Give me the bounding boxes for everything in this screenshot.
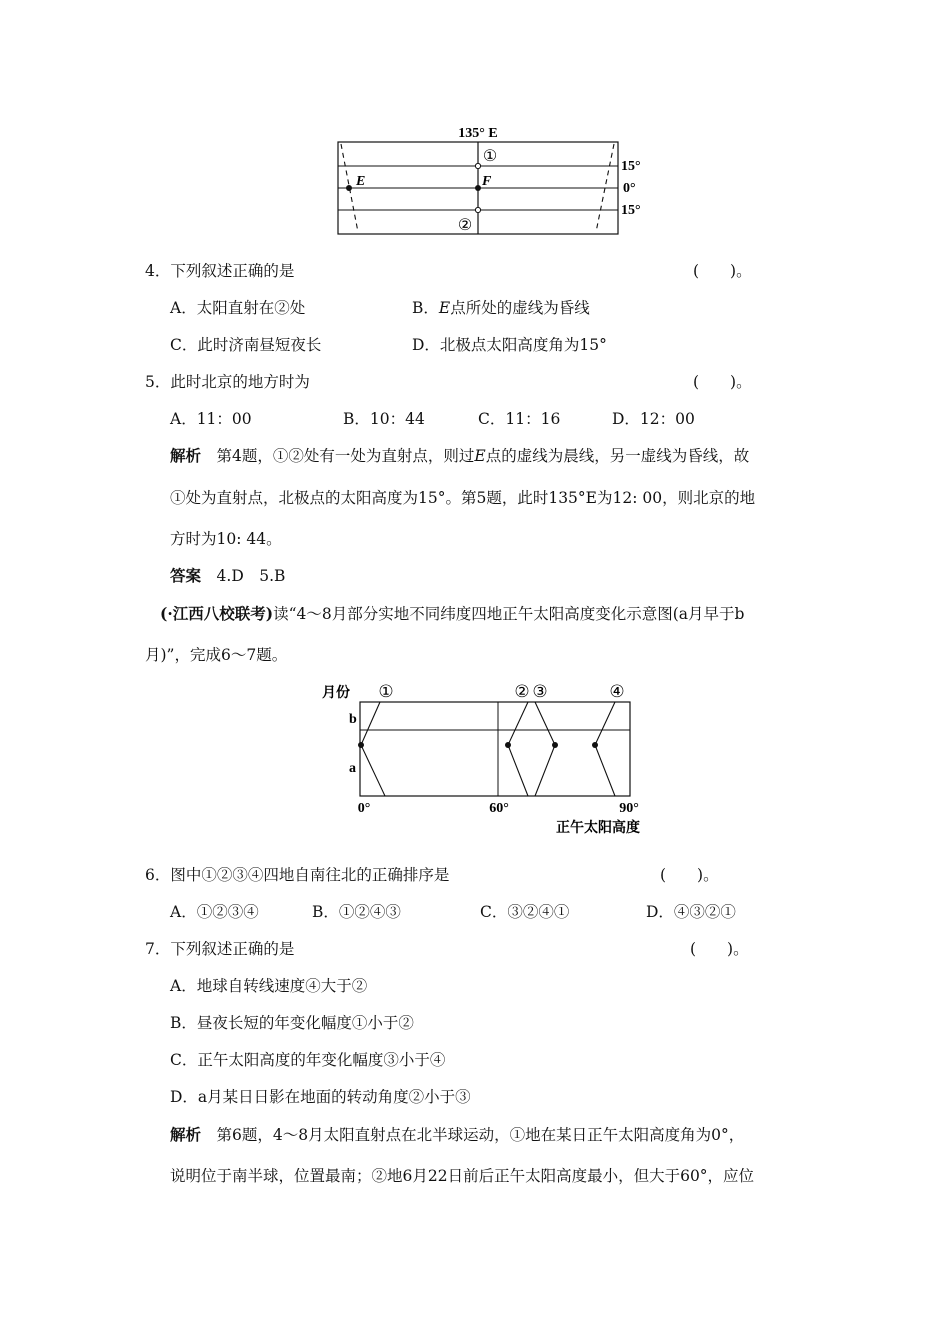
- point-1-marker: [475, 163, 480, 168]
- q6-option-b: B．①②④③: [312, 903, 401, 921]
- x-tick-90: 90°: [619, 801, 639, 816]
- lat-0-label: 0°: [623, 181, 636, 196]
- month-b-label: b: [349, 712, 357, 727]
- q7-option-d: D．a月某日日影在地面的转动角度②小于③: [170, 1088, 471, 1106]
- q4-option-d: D．北极点太阳高度角为15°: [412, 336, 607, 354]
- curve-1-point: [358, 742, 364, 748]
- meridian-label: 135° E: [458, 126, 498, 141]
- diagram-frame: [360, 702, 630, 796]
- q5-stem: 5．此时北京的地方时为: [145, 373, 310, 391]
- answer-1: 答案 4.D 5.B: [170, 566, 286, 585]
- q6-option-c: C．③②④①: [480, 903, 570, 921]
- q7-option-a: A．地球自转线速度④大于②: [170, 977, 368, 995]
- point-e-label: E: [356, 174, 366, 189]
- q5-option-c: C．11：16: [478, 410, 561, 428]
- noon-sun-altitude-diagram: [318, 678, 668, 840]
- curve-2-point: [505, 742, 511, 748]
- q4-bracket: ( )。: [693, 262, 752, 280]
- q5-option-a: A．11：00: [170, 410, 252, 428]
- curve-3: [535, 702, 555, 796]
- analysis-1-line-2: ①处为直射点，北极点的太阳高度为15°。第5题，此时135°E为12: 00，则北京的地: [170, 489, 756, 507]
- circle-4-label: ④: [609, 682, 625, 701]
- analysis-1-line-3: 方时为10: 44。: [170, 530, 282, 548]
- lat-15s-label: 15°: [621, 203, 641, 218]
- point-2-marker: [475, 207, 480, 212]
- circle-1-label: ①: [482, 148, 498, 165]
- q4-option-b: B．E点所处的虚线为昏线: [412, 299, 590, 317]
- q6-option-d: D．④③②①: [646, 903, 736, 921]
- curve-4-point: [592, 742, 598, 748]
- circle-1-label: ①: [378, 682, 394, 701]
- q6-bracket: ( )。: [660, 866, 719, 884]
- x-tick-60: 60°: [489, 801, 509, 816]
- intro-line-2: 月)”，完成6～7题。: [145, 646, 288, 664]
- q5-option-b: B．10：44: [343, 410, 425, 428]
- terminator-diagram: [330, 118, 650, 240]
- circle-2-label: ②: [457, 217, 473, 234]
- curve-4: [595, 702, 615, 796]
- circle-2-label: ②: [514, 682, 530, 701]
- lat-15n-label: 15°: [621, 159, 641, 174]
- month-a-label: a: [349, 761, 356, 776]
- analysis-2-line-2: 说明位于南半球，位置最南；②地6月22日前后正午太阳高度最小，但大于60°，应位: [170, 1167, 755, 1185]
- q7-option-c: C．正午太阳高度的年变化幅度③小于④: [170, 1051, 446, 1069]
- q7-option-b: B．昼夜长短的年变化幅度①小于②: [170, 1014, 414, 1032]
- q4-stem: 4．下列叙述正确的是: [145, 262, 295, 280]
- analysis-1-line-1: 解析 第4题，①②处有一处为直射点，则过E点的虚线为晨线，另一虚线为昏线，故: [170, 446, 750, 465]
- q4-option-a: A．太阳直射在②处: [170, 299, 306, 317]
- q7-bracket: ( )。: [690, 940, 749, 958]
- curve-3-point: [552, 742, 558, 748]
- q5-bracket: ( )。: [693, 373, 752, 391]
- q4-option-c: C．此时济南昼短夜长: [170, 336, 322, 354]
- point-e: [346, 185, 352, 191]
- curve-2: [508, 702, 528, 796]
- curve-1: [361, 702, 385, 796]
- intro-line-1: (·江西八校联考)读“4～8月部分实地不同纬度四地正午太阳高度变化示意图(a月早于b: [160, 604, 745, 623]
- q5-option-d: D．12：00: [612, 410, 695, 428]
- x-axis-label: 正午太阳高度: [556, 821, 640, 836]
- circle-3-label: ③: [532, 682, 548, 701]
- x-tick-0: 0°: [357, 801, 371, 816]
- analysis-2-line-1: 解析 第6题，4～8月太阳直射点在北半球运动，①地在某日正午太阳高度角为0°，: [170, 1125, 745, 1144]
- q6-stem: 6．图中①②③④四地自南往北的正确排序是: [145, 866, 450, 884]
- q7-stem: 7．下列叙述正确的是: [145, 940, 295, 958]
- point-f-label: F: [482, 174, 492, 189]
- point-f: [475, 185, 481, 191]
- q6-option-a: A．①②③④: [170, 903, 259, 921]
- y-axis-label: 月份: [322, 686, 350, 701]
